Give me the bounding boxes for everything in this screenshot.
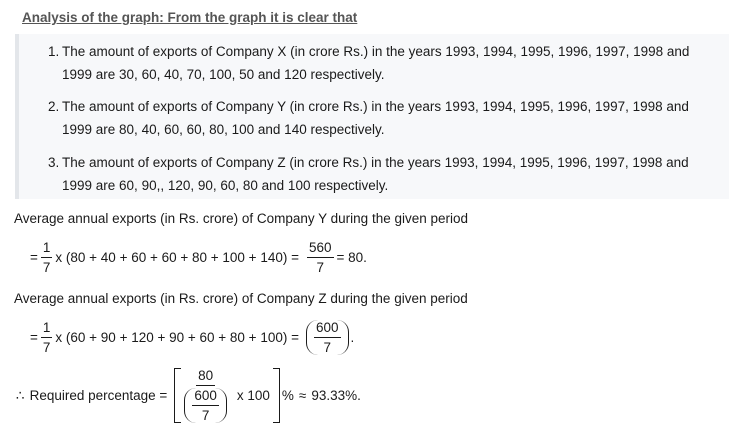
list-item <box>48 40 718 86</box>
final-result: 93.33%. <box>311 388 361 403</box>
times-hundred: x 100 <box>236 388 270 403</box>
list-item-line: 1999 are 80, 40, 60, 60, 80, 100 and 140 respectively. <box>62 122 385 137</box>
list-item <box>48 95 718 141</box>
list-item-number: 3. <box>48 155 60 170</box>
avg-z-label: Average annual exports (in Rs. crore) of Company Z during the given period <box>14 291 468 306</box>
equals-sign: = <box>30 330 38 345</box>
required-percentage-equation <box>16 368 361 423</box>
sum-expression: x (80 + 40 + 60 + 60 + 80 + 100 + 140) = <box>55 250 299 265</box>
percent-sign: % <box>281 388 294 403</box>
result-fraction <box>314 320 341 355</box>
fraction-numerator: 600 <box>192 388 219 406</box>
avg-z-equation <box>30 320 354 355</box>
fraction-numerator: 1 <box>41 240 53 258</box>
outer-bracket <box>174 368 280 423</box>
list-item-number: 1. <box>48 44 60 59</box>
one-seventh-fraction <box>41 320 53 355</box>
result-value: = 80. <box>336 250 367 265</box>
inner-parentheses <box>184 388 227 423</box>
fraction-numerator: 1 <box>41 320 53 338</box>
result-fraction <box>307 240 334 275</box>
fraction-numerator: 560 <box>307 240 334 258</box>
avg-y-label: Average annual exports (in Rs. crore) of Company Y during the given period <box>14 211 469 226</box>
analysis-heading: Analysis of the graph: From the graph it is clear that <box>22 10 358 25</box>
inner-fraction <box>192 388 219 423</box>
fraction-denominator: 7 <box>42 340 51 355</box>
list-item-line: 1999 are 30, 60, 40, 70, 100, 50 and 120 respectively. <box>62 67 385 82</box>
list-item-line: The amount of exports of Company X (in crore Rs.) in the years 1993, 1994, 1995, 1996, 1997, 1998 and <box>62 44 690 59</box>
avg-y-equation <box>30 240 367 275</box>
required-percentage-label: Required percentage = <box>29 388 168 403</box>
list-item-number: 2. <box>48 99 60 114</box>
sum-expression: x (60 + 90 + 120 + 90 + 60 + 80 + 100) = <box>55 330 299 345</box>
fraction-denominator: 7 <box>316 260 324 275</box>
list-item <box>48 151 718 197</box>
list-item-line: The amount of exports of Company Z (in crore Rs.) in the years 1993, 1994, 1995, 1996, 1997, 1998 and <box>62 155 689 170</box>
fraction-denominator: 7 <box>42 260 51 275</box>
one-seventh-fraction <box>41 240 53 275</box>
result-parentheses <box>306 320 349 355</box>
list-item-line: The amount of exports of Company Y (in crore Rs.) in the years 1993, 1994, 1995, 1996, 1997, 1998 and <box>62 99 689 114</box>
fraction-denominator: 7 <box>323 340 331 355</box>
equals-sign: = <box>30 250 38 265</box>
list-item-line: 1999 are 60, 90,, 120, 90, 60, 80 and 100 respectively. <box>62 178 389 193</box>
period: . <box>350 330 355 345</box>
fraction-denominator: 7 <box>201 408 210 423</box>
fraction-numerator: 600 <box>314 320 341 338</box>
big-fraction <box>182 368 229 423</box>
fraction-numerator: 80 <box>196 368 215 386</box>
approx-sign: ≈ <box>298 388 307 403</box>
therefore-symbol: ∴ <box>16 387 25 403</box>
